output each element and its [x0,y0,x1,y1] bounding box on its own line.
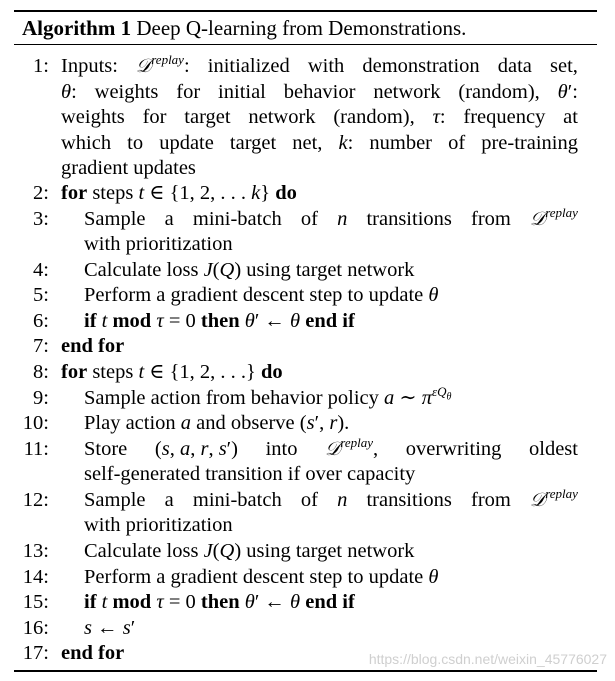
line-text: Calculate loss J(Q) using target network [84,540,415,562]
line-number: 3: [33,208,49,230]
algorithm-title [22,13,466,43]
line-text: with prioritization [84,514,233,536]
algorithm-name: Deep Q-learning from Demonstrations. [136,16,467,40]
line-number: 14: [22,566,49,588]
line-number: 7: [33,335,49,357]
title-rule [14,44,597,45]
line-number: 2: [33,182,49,204]
line-number: 11: [23,438,49,460]
line-text: gradient updates [61,157,196,179]
line-number: 17: [22,642,49,664]
line-number: 6: [33,310,49,332]
line-number: 5: [33,284,49,306]
line-number: 1: [33,55,49,77]
line-text: with prioritization [84,233,233,255]
line-text: weights for target network (random), τ: frequency at [61,106,578,128]
line-number: 10: [22,412,49,434]
line-text: Sample action from behavior policy a ∼ $\pi^{\varepsilon Q_\theta}$ [84,384,452,409]
line-number: 13: [22,540,49,562]
line-text: Store (s, a, r, s′) into 𝒟$^{replay}$, overwriting oldest [84,435,578,460]
line-text: self-generated transition if over capacity [84,463,416,485]
line-text: Sample a mini-batch of n transitions from 𝒟$^{replay}$ [84,486,578,511]
line-text: Calculate loss J(Q) using target network [84,259,415,281]
algorithm-label: Algorithm 1 [22,16,132,40]
line-number: 12: [22,489,49,511]
line-text: if t mod τ = 0 then θ′ ← θ end if [84,591,355,613]
watermark: https://blog.csdn.net/weixin_45776027 [368,651,607,667]
line-text: θ: weights for initial behavior network (random), θ′: [61,81,578,103]
bottom-rule [14,670,597,672]
line-text: Inputs: 𝒟$^{replay}$: initialized with demonstration data set, [61,52,578,77]
line-text: end for [61,335,125,357]
line-text: for steps t ∈ {1, 2, . . .} do [61,361,283,383]
line-text: end for [61,642,125,664]
line-text: Perform a gradient descent step to update θ [84,566,439,588]
line-text: Perform a gradient descent step to update θ [84,284,439,306]
line-text: s ← s′ [84,617,136,639]
line-text: Sample a mini-batch of n transitions from 𝒟$^{replay}$ [84,205,578,230]
line-number: 8: [33,361,49,383]
line-text: Play action a and observe (s′, r). [84,412,350,434]
line-number: 16: [22,617,49,639]
line-number: 9: [33,387,49,409]
line-number: 15: [22,591,49,613]
line-text: if t mod τ = 0 then θ′ ← θ end if [84,310,355,332]
line-text: for steps t ∈ {1, 2, . . . k} do [61,182,297,204]
top-rule [14,10,597,12]
line-text: which to update target net, k: number of pre-training [61,132,578,154]
line-number: 4: [33,259,49,281]
